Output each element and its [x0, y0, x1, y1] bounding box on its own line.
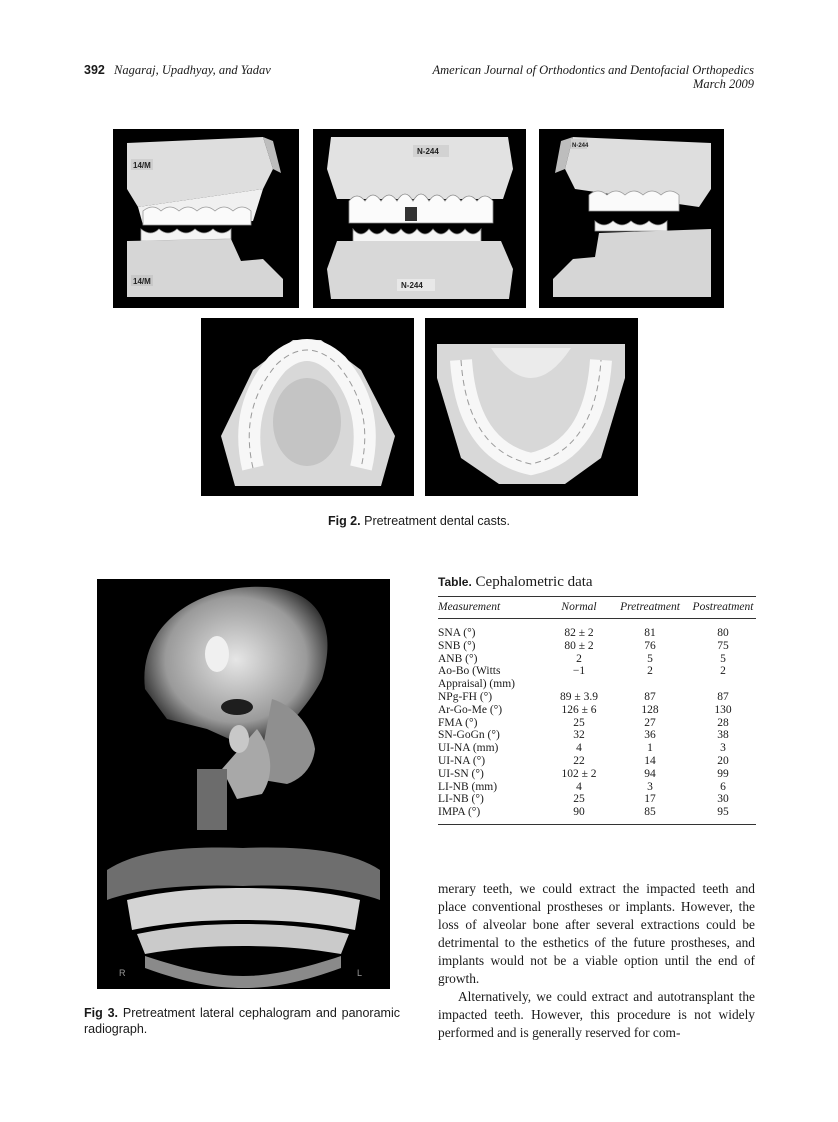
- table-cell: 22: [573, 754, 585, 767]
- table-title-text: Cephalometric data: [475, 574, 593, 590]
- table-row: [438, 781, 756, 794]
- table-cell: UI-SN (°): [438, 767, 484, 780]
- table-cell: Ao-Bo (Witts Appraisal) (mm): [438, 665, 515, 691]
- column-header: Normal: [548, 597, 610, 619]
- table-cell: 28: [717, 716, 729, 729]
- table-cell: FMA (°): [438, 716, 478, 729]
- table-row: [438, 742, 756, 755]
- table-row: [438, 704, 756, 717]
- table-cell: UI-NA (°): [438, 754, 486, 767]
- table-cell: 130: [714, 703, 732, 716]
- table-cell: 82 ± 2: [564, 627, 594, 639]
- table-cell: 3: [647, 780, 653, 793]
- table-cell: 3: [720, 742, 726, 755]
- table-cell: 4: [576, 742, 582, 755]
- table-cell: 30: [717, 793, 729, 806]
- cast-photo-lower-occlusal: [425, 318, 638, 496]
- table-row: [438, 717, 756, 730]
- pano-marker-l: L: [357, 968, 363, 978]
- table-cell: LI-NB (mm): [438, 780, 498, 793]
- table-cell: 128: [641, 703, 659, 716]
- table-cell: 76: [644, 639, 656, 652]
- table-row: [438, 729, 756, 742]
- fig3-caption-text: Pretreatment lateral cephalogram and panoramic radiograph.: [84, 1006, 400, 1036]
- table-cell: ANB (°): [438, 652, 478, 665]
- table-row: [438, 640, 756, 653]
- table-cell: IMPA (°): [438, 806, 548, 824]
- cast-photo-left-lateral: [539, 129, 724, 308]
- table-row: [438, 806, 756, 824]
- table-cell: 25: [573, 716, 585, 729]
- table-row: [438, 755, 756, 768]
- table-cell: 80: [717, 627, 729, 639]
- table-cell: 4: [576, 780, 582, 793]
- running-header: [84, 63, 754, 95]
- table-cell: 32: [573, 729, 585, 742]
- table-title: [438, 574, 756, 591]
- table-cell: 27: [644, 716, 656, 729]
- cephalometric-table: [438, 574, 756, 825]
- cast-label: N-244: [417, 147, 439, 156]
- fig3-caption: [84, 1005, 400, 1037]
- table-cell: 2: [720, 665, 726, 678]
- paragraph: merary teeth, we could extract the impacted teeth and place conventional prostheses or implants. However, the loss of alveolar bone after several extractions could be detrimental to the esthetics of the future prostheses, and implants would not be a viable option until the end of growth.: [438, 881, 755, 986]
- page-number: 392: [84, 63, 105, 77]
- cast-label: 14/M: [133, 161, 151, 170]
- table-cell: 14: [644, 754, 656, 767]
- paragraph: Alternatively, we could extract and autotransplant the impacted teeth. However, this procedure is not widely performed and is generally reserved for com-: [438, 989, 755, 1040]
- table-cell: 25: [573, 793, 585, 806]
- table-cell: 2: [576, 652, 582, 665]
- header-right: [433, 63, 755, 91]
- table-cell: 99: [717, 767, 729, 780]
- column-header: Postreatment: [690, 597, 756, 619]
- table-header-row: [438, 597, 756, 619]
- table-cell: 95: [690, 806, 756, 824]
- issue-date: March 2009: [693, 77, 754, 91]
- table-cell: 85: [610, 806, 690, 824]
- cast-photo-upper-occlusal: [201, 318, 414, 496]
- table-row: [438, 619, 756, 640]
- table-cell: LI-NB (°): [438, 793, 484, 806]
- table-label: Table.: [438, 575, 472, 589]
- fig3-label: Fig 3.: [84, 1006, 119, 1020]
- cast-label: N-244: [401, 281, 423, 290]
- cast-label: 14/M: [133, 277, 151, 286]
- table-cell: 5: [647, 652, 653, 665]
- fig2-label: Fig 2.: [327, 514, 361, 528]
- table-cell: SNA (°): [438, 627, 476, 639]
- table-row: [438, 691, 756, 704]
- table-cell: 90: [548, 806, 610, 824]
- data-table: [438, 596, 756, 825]
- table-body: [438, 619, 756, 825]
- table-cell: 126 ± 6: [561, 703, 597, 716]
- table-cell: 1: [647, 742, 653, 755]
- table-row: [438, 665, 756, 691]
- table-cell: 20: [717, 754, 729, 767]
- table-cell: 75: [717, 639, 729, 652]
- table-cell: UI-NA (mm): [438, 742, 499, 755]
- table-cell: 81: [644, 627, 656, 639]
- table-cell: 80 ± 2: [564, 639, 594, 652]
- table-cell: 94: [644, 767, 656, 780]
- table-row: [438, 768, 756, 781]
- header-authors: Nagaraj, Upadhyay, and Yadav: [113, 63, 271, 77]
- table-cell: SN-GoGn (°): [438, 729, 500, 742]
- journal-name: American Journal of Orthodontics and Dentofacial Orthopedics: [432, 63, 754, 77]
- column-header: Measurement: [438, 597, 548, 619]
- table-cell: 38: [717, 729, 729, 742]
- table-cell: 87: [644, 690, 656, 703]
- table-cell: −1: [572, 665, 586, 678]
- cast-label: N-244: [572, 143, 589, 149]
- table-cell: 87: [717, 690, 729, 703]
- table-row: [438, 793, 756, 806]
- fig2-caption-text: Pretreatment dental casts.: [364, 514, 511, 528]
- pano-marker-r: R: [119, 968, 126, 978]
- table-cell: 102 ± 2: [561, 767, 597, 780]
- table-cell: 36: [644, 729, 656, 742]
- table-cell: SNB (°): [438, 639, 476, 652]
- fig2-caption: [0, 514, 838, 528]
- cast-photo-frontal: [313, 129, 526, 308]
- table-cell: 6: [720, 780, 726, 793]
- table-cell: 2: [647, 665, 653, 678]
- table-cell: Ar-Go-Me (°): [438, 703, 503, 716]
- table-cell: NPg-FH (°): [438, 690, 493, 703]
- panoramic-radiograph: [97, 830, 390, 989]
- column-header: Pretreatment: [610, 597, 690, 619]
- table-cell: 17: [644, 793, 656, 806]
- lateral-cephalogram: [97, 579, 390, 830]
- header-left: [84, 63, 271, 78]
- body-text: [438, 880, 755, 1042]
- table-cell: 89 ± 3.9: [560, 690, 598, 703]
- cast-photo-right-lateral: [113, 129, 299, 308]
- table-row: [438, 653, 756, 666]
- table-cell: 5: [720, 652, 726, 665]
